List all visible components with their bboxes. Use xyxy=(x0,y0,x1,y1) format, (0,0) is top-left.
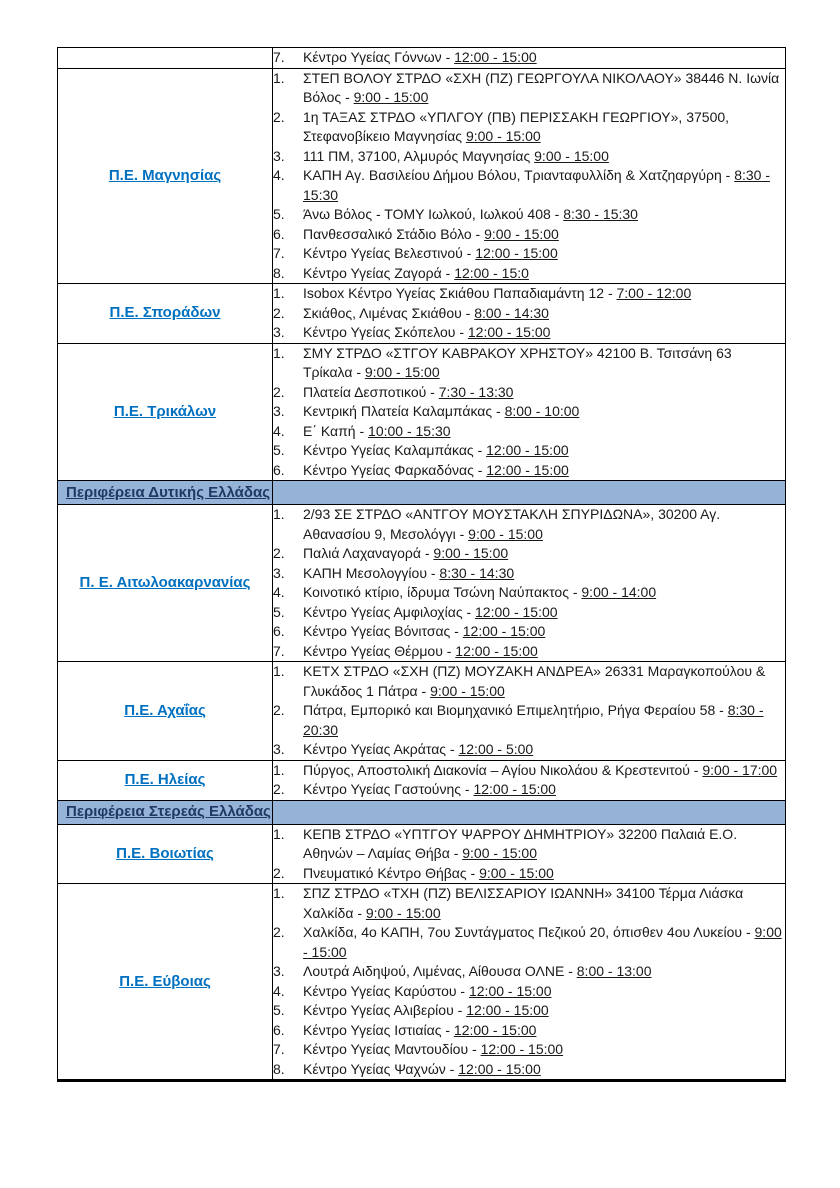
item-time: 9:00 - 15:00 xyxy=(465,128,541,144)
item-number: 3. xyxy=(273,741,285,757)
location-item xyxy=(273,642,785,662)
item-text: Κέντρο Υγείας Βόνιτσας - 12:00 - 15:00 xyxy=(303,623,546,639)
item-number: 7. xyxy=(273,49,285,65)
locations-cell xyxy=(273,343,786,481)
item-text: Κέντρο Υγείας Βελεστινού - 12:00 - 15:00 xyxy=(303,245,558,261)
location-item xyxy=(273,166,785,205)
item-time: 9:00 - 14:00 xyxy=(581,584,657,600)
item-text: Ε΄ Καπή - 10:00 - 15:30 xyxy=(303,422,451,439)
item-text: 111 ΠΜ, 37100, Αλμυρός Μαγνησίας 9:00 - 15:00 xyxy=(303,147,609,164)
item-number: 2. xyxy=(273,781,285,797)
item-number: 7. xyxy=(273,642,285,659)
location-item xyxy=(273,1021,785,1041)
region-header-label: Περιφέρεια Στερεάς Ελλάδας xyxy=(66,803,271,820)
locations-cell xyxy=(273,68,786,284)
item-text: Κέντρο Υγείας Καλαμπάκας - 12:00 - 15:00 xyxy=(303,442,569,458)
item-time: 9:00 - 15:00 xyxy=(484,225,559,242)
location-item xyxy=(273,864,785,884)
item-time: 8:30 - 15:30 xyxy=(303,167,770,203)
item-number: 6. xyxy=(273,461,285,478)
item-time: 12:00 - 15:00 xyxy=(453,1021,537,1038)
item-time: 8:00 - 14:30 xyxy=(474,304,549,321)
item-text: Κέντρο Υγείας Ζαγορά - 12:00 - 15:0 xyxy=(303,264,529,281)
item-text: ΣΜΥ ΣΤΡΔΟ «ΣΤΓΟΥ ΚΑΒΡΑΚΟΥ ΧΡΗΣΤΟΥ» 42100 Β. Τσιτσάνη 63 Τρίκαλα - 9:00 - 15:00 xyxy=(303,344,732,380)
table-row xyxy=(58,48,786,69)
region-header-row xyxy=(58,481,786,505)
item-text: Κέντρο Υγείας Σκόπελου - 12:00 - 15:00 xyxy=(303,324,551,340)
location-item xyxy=(273,780,785,800)
item-number: 4. xyxy=(273,584,285,600)
location-item xyxy=(273,323,785,343)
region-cell xyxy=(58,284,273,344)
item-text: Κέντρο Υγείας Μαντουδίου - 12:00 - 15:00 xyxy=(303,1041,564,1057)
item-number: 1. xyxy=(273,506,285,522)
item-number: 7. xyxy=(273,1041,285,1057)
region-header-cell-right xyxy=(273,481,786,505)
location-item xyxy=(273,383,785,403)
item-time: 12:00 - 15:00 xyxy=(455,642,538,659)
locations-cell xyxy=(273,505,786,662)
item-number: 3. xyxy=(273,564,285,581)
item-time: 8:30 - 14:30 xyxy=(439,564,515,581)
item-time: 9:00 - 15:00 xyxy=(468,525,543,542)
item-text: ΚΑΠΗ Αγ. Βασιλείου Δήμου Βόλου, Τριανταφυλλίδη & Χατζηαργύρη - 8:30 - 15:30 xyxy=(303,167,770,203)
item-text: Πλατεία Δεσποτικού - 7:30 - 13:30 xyxy=(303,383,514,400)
locations-cell xyxy=(273,760,786,800)
item-number: 2. xyxy=(273,545,285,561)
table-row xyxy=(58,284,786,344)
location-item xyxy=(273,583,785,603)
location-item xyxy=(273,461,785,481)
location-item xyxy=(273,402,785,422)
item-number: 2. xyxy=(273,383,285,400)
location-item xyxy=(273,205,785,225)
region-link[interactable]: Π.Ε. Αχαΐας xyxy=(124,701,206,719)
item-time: 9:00 - 15:00 xyxy=(462,845,537,861)
location-item xyxy=(273,603,785,623)
region-header-row xyxy=(58,800,786,824)
location-item xyxy=(273,108,785,147)
item-time: 12:00 - 15:00 xyxy=(480,1041,564,1057)
item-text: Κέντρο Υγείας Φαρκαδόνας - 12:00 - 15:00 xyxy=(303,461,569,478)
region-link[interactable]: Π.Ε. Τρικάλων xyxy=(113,402,217,420)
item-text: Κέντρο Υγείας Ακράτας - 12:00 - 5:00 xyxy=(303,741,534,757)
location-item xyxy=(273,441,785,461)
item-time: 9:00 - 15:00 xyxy=(364,364,440,380)
item-time: 12:00 - 15:00 xyxy=(486,461,569,478)
item-text: 2/93 ΣΕ ΣΤΡΔΟ «ΑΝΤΓΟΥ ΜΟΥΣΤΑΚΛΗ ΣΠΥΡΙΔΩΝΑ», 30200 Αγ. Αθανασίου 9, Μεσολόγγι - 9:00 - 15:00 xyxy=(303,506,721,542)
item-time: 12:00 - 15:0 xyxy=(454,264,529,281)
location-item xyxy=(273,422,785,442)
item-number: 8. xyxy=(273,264,285,281)
region-link[interactable]: Π.Ε. Βοιωτίας xyxy=(116,844,214,862)
region-cell xyxy=(58,48,273,69)
locations-cell xyxy=(273,884,786,1081)
location-item xyxy=(273,244,785,264)
item-text: ΚΑΠΗ Μεσολογγίου - 8:30 - 14:30 xyxy=(303,564,515,581)
region-cell xyxy=(58,662,273,761)
item-time: 8:00 - 10:00 xyxy=(504,403,580,419)
item-number: 1. xyxy=(273,285,285,301)
item-text: ΚΕΠΒ ΣΤΡΔΟ «ΥΠΤΓΟΥ ΨΑΡΡΟΥ ΔΗΜΗΤΡΙΟΥ» 32200 Παλαιά Ε.Ο. Αθηνών – Λαμίας Θήβα - 9:00 - 15:00 xyxy=(303,825,738,861)
table-row xyxy=(58,343,786,481)
location-item xyxy=(273,147,785,167)
table-row xyxy=(58,760,786,800)
table-row xyxy=(58,824,786,884)
item-number: 2. xyxy=(273,304,285,321)
location-item xyxy=(273,662,785,701)
item-text: Πάτρα, Εμπορικό και Βιομηχανικό Επιμελητήριο, Ρήγα Φεραίου 58 - 8:30 - 20:30 xyxy=(303,702,764,738)
item-number: 1. xyxy=(273,69,285,86)
item-time: 8:30 - 20:30 xyxy=(303,702,764,738)
item-number: 3. xyxy=(273,963,285,979)
item-time: 12:00 - 15:00 xyxy=(468,982,552,999)
region-cell xyxy=(58,343,273,481)
item-text: 1η ΤΑΞΑΣ ΣΤΡΔΟ «ΥΠΛΓΟΥ (ΠΒ) ΠΕΡΙΣΣΑΚΗ ΓΕΩΡΓΙΟΥ», 37500, Στεφανοβίκειο Μαγνησίας 9:00 - 15:00 xyxy=(303,108,730,144)
item-number: 8. xyxy=(273,1060,285,1077)
locations-cell xyxy=(273,284,786,344)
locations-cell xyxy=(273,48,786,69)
item-number: 6. xyxy=(273,225,285,242)
item-time: 12:00 - 15:00 xyxy=(467,324,551,340)
item-number: 1. xyxy=(273,344,285,361)
location-item xyxy=(273,740,785,760)
item-time: 9:00 - 15:00 xyxy=(433,545,509,561)
item-number: 6. xyxy=(273,623,285,639)
item-time: 12:00 - 15:00 xyxy=(466,1002,549,1018)
item-number: 5. xyxy=(273,1002,285,1018)
item-number: 5. xyxy=(273,603,285,620)
region-link[interactable]: Π.Ε. Μαγνησίας xyxy=(108,166,222,184)
region-cell xyxy=(58,760,273,800)
item-time: 12:00 - 15:00 xyxy=(462,623,546,639)
region-header-cell-right xyxy=(273,800,786,824)
item-text: ΚΕΤΧ ΣΤΡΔΟ «ΣΧΗ (ΠΖ) ΜΟΥΖΑΚΗ ΑΝΔΡΕΑ» 26331 Μαραγκοπούλου & Γλυκάδος 1 Πάτρα - 9:00 - 15:00 xyxy=(303,663,766,699)
item-number: 7. xyxy=(273,245,285,261)
item-time: 12:00 - 15:00 xyxy=(473,781,556,797)
location-item xyxy=(273,982,785,1002)
vaccination-locations-table xyxy=(57,47,786,1082)
item-time: 9:00 - 15:00 xyxy=(534,147,609,164)
location-item xyxy=(273,923,785,962)
location-item xyxy=(273,264,785,284)
location-item xyxy=(273,505,785,544)
region-link[interactable]: Π. Ε. Αιτωλοακαρνανίας xyxy=(79,574,251,591)
region-cell xyxy=(58,68,273,284)
table-row xyxy=(58,505,786,662)
item-number: 2. xyxy=(273,924,285,940)
item-text: Κεντρική Πλατεία Καλαμπάκας - 8:00 - 10:00 xyxy=(303,403,580,419)
item-time: 9:00 - 15:00 xyxy=(430,682,505,699)
item-number: 4. xyxy=(273,982,285,999)
item-time: 9:00 - 15:00 xyxy=(353,89,429,105)
location-item xyxy=(273,284,785,304)
item-text: Παλιά Λαχαναγορά - 9:00 - 15:00 xyxy=(303,545,509,561)
locations-cell xyxy=(273,824,786,884)
location-item xyxy=(273,701,785,740)
item-number: 1. xyxy=(273,761,285,778)
item-time: 8:30 - 15:30 xyxy=(563,206,638,222)
table-row xyxy=(58,662,786,761)
location-item xyxy=(273,304,785,324)
location-item xyxy=(273,1060,785,1080)
location-item xyxy=(273,544,785,564)
location-item xyxy=(273,344,785,383)
table-row xyxy=(58,68,786,284)
item-number: 4. xyxy=(273,167,285,183)
item-text: Κοινοτικό κτίριο, ίδρυμα Τσώνη Ναύπακτος - 9:00 - 14:00 xyxy=(303,584,657,600)
location-item xyxy=(273,761,785,781)
item-number: 2. xyxy=(273,108,285,125)
item-time: 9:00 - 15:00 xyxy=(365,904,441,921)
region-link[interactable]: Π.Ε. Εύβοιας xyxy=(119,972,211,990)
item-text: Κέντρο Υγείας Ψαχνών - 12:00 - 15:00 xyxy=(303,1060,541,1077)
item-text: Κέντρο Υγείας Γαστούνης - 12:00 - 15:00 xyxy=(303,781,556,797)
region-header-label: Περιφέρεια Δυτικής Ελλάδας xyxy=(66,483,271,501)
region-cell xyxy=(58,824,273,884)
region-link[interactable]: Π.Ε. Σποράδων xyxy=(109,304,221,322)
item-time: 12:00 - 15:00 xyxy=(486,442,569,458)
location-item xyxy=(273,825,785,864)
item-text: Πύργος, Αποστολική Διακονία – Αγίου Νικολάου & Κρεστενιτού - 9:00 - 17:00 xyxy=(303,761,778,778)
item-number: 3. xyxy=(273,147,285,164)
item-time: 12:00 - 15:00 xyxy=(454,49,537,65)
item-number: 1. xyxy=(273,663,285,679)
item-time: 9:00 - 15:00 xyxy=(303,924,782,960)
item-number: 5. xyxy=(273,206,285,222)
location-item xyxy=(273,884,785,923)
item-text: ΣΤΕΠ ΒΟΛΟΥ ΣΤΡΔΟ «ΣΧΗ (ΠΖ) ΓΕΩΡΓΟΥΛΑ ΝΙΚΟΛΑΟΥ» 38446 Ν. Ιωνία Βόλος - 9:00 - 15:00 xyxy=(303,69,780,105)
item-time: 12:00 - 15:00 xyxy=(475,245,558,261)
location-item xyxy=(273,48,785,68)
location-item xyxy=(273,962,785,982)
table-body xyxy=(58,48,786,1081)
item-time: 12:00 - 15:00 xyxy=(458,1060,541,1077)
region-cell xyxy=(58,505,273,662)
location-item xyxy=(273,1001,785,1021)
item-number: 3. xyxy=(273,403,285,419)
item-text: Κέντρο Υγείας Καρύστου - 12:00 - 15:00 xyxy=(303,982,552,999)
locations-cell xyxy=(273,662,786,761)
item-number: 3. xyxy=(273,324,285,340)
item-number: 5. xyxy=(273,442,285,458)
region-header-cell-left xyxy=(58,481,273,505)
item-text: Άνω Βόλος - ΤΟΜΥ Ιωλκού, Ιωλκού 408 - 8:30 - 15:30 xyxy=(303,206,638,222)
item-text: Σκιάθος, Λιμένας Σκιάθου - 8:00 - 14:30 xyxy=(303,304,549,321)
item-number: 2. xyxy=(273,702,285,718)
item-number: 1. xyxy=(273,825,285,842)
region-link[interactable]: Π.Ε. Ηλείας xyxy=(124,771,206,788)
item-text: Isobox Κέντρο Υγείας Σκιάθου Παπαδιαμάντη 12 - 7:00 - 12:00 xyxy=(303,285,692,301)
table-row xyxy=(58,884,786,1081)
item-time: 10:00 - 15:30 xyxy=(368,422,451,439)
item-text: Κέντρο Υγείας Αλιβερίου - 12:00 - 15:00 xyxy=(303,1002,549,1018)
item-time: 9:00 - 17:00 xyxy=(702,761,778,778)
item-time: 8:00 - 13:00 xyxy=(576,963,652,979)
item-time: 12:00 - 5:00 xyxy=(458,741,534,757)
item-text: Κέντρο Υγείας Αμφιλοχίας - 12:00 - 15:00 xyxy=(303,603,558,620)
location-item xyxy=(273,1040,785,1060)
item-number: 4. xyxy=(273,422,285,439)
item-time: 12:00 - 15:00 xyxy=(475,603,558,620)
item-text: Κέντρο Υγείας Θέρμου - 12:00 - 15:00 xyxy=(303,642,538,659)
item-text: Πνευματικό Κέντρο Θήβας - 9:00 - 15:00 xyxy=(303,864,554,881)
location-item xyxy=(273,622,785,642)
item-text: Κέντρο Υγείας Γόννων - 12:00 - 15:00 xyxy=(303,49,537,65)
location-item xyxy=(273,69,785,108)
item-text: Κέντρο Υγείας Ιστιαίας - 12:00 - 15:00 xyxy=(303,1021,537,1038)
item-number: 6. xyxy=(273,1021,285,1038)
item-time: 9:00 - 15:00 xyxy=(479,864,554,881)
item-text: Λουτρά Αιδηψού, Λιμένας, Αίθουσα ΟΛΝΕ - 8:00 - 13:00 xyxy=(303,963,652,979)
location-item xyxy=(273,564,785,584)
location-item xyxy=(273,225,785,245)
item-text: Χαλκίδα, 4ο ΚΑΠΗ, 7ου Συντάγματος Πεζικού 20, όπισθεν 4ου Λυκείου - 9:00 - 15:00 xyxy=(303,924,782,960)
item-number: 1. xyxy=(273,885,285,901)
item-text: Πανθεσσαλικό Στάδιο Βόλο - 9:00 - 15:00 xyxy=(303,225,559,242)
item-number: 2. xyxy=(273,864,285,881)
item-text: ΣΠΖ ΣΤΡΔΟ «ΤΧΗ (ΠΖ) ΒΕΛΙΣΣΑΡΙΟΥ ΙΩΑΝΝΗ» 34100 Τέρμα Λιάσκα Χαλκίδα - 9:00 - 15:00 xyxy=(303,885,744,921)
region-header-cell-left xyxy=(58,800,273,824)
item-time: 7:30 - 13:30 xyxy=(438,383,514,400)
region-cell xyxy=(58,884,273,1081)
item-time: 7:00 - 12:00 xyxy=(616,285,692,301)
